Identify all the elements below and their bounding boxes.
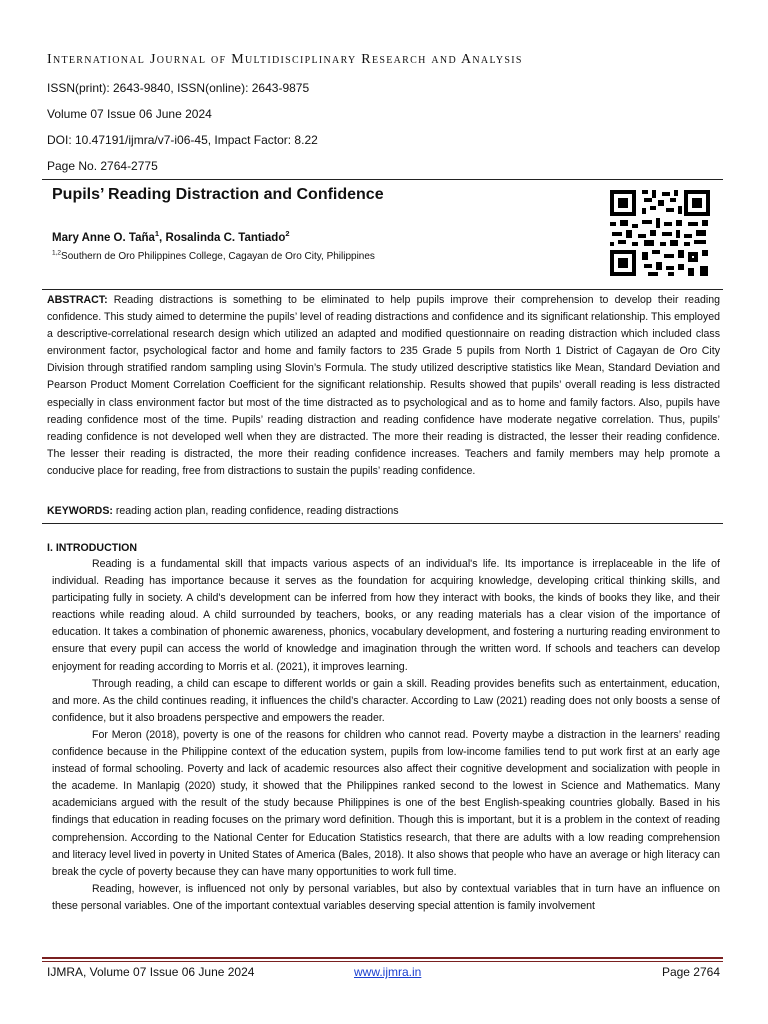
abstract-top-rule — [42, 289, 723, 290]
affiliation-sup: 1,2 — [52, 249, 62, 257]
page-range-line: Page No. 2764-2775 — [47, 159, 158, 173]
footer-rule-thick — [42, 957, 723, 959]
keywords-bottom-rule — [42, 523, 723, 524]
paper-title: Pupils’ Reading Distraction and Confidence — [52, 186, 384, 203]
qr-code-icon — [608, 188, 712, 278]
footer-journal-info: IJMRA, Volume 07 Issue 06 June 2024 — [47, 965, 255, 979]
author-separator: , — [159, 232, 166, 244]
footer-rule-thin — [42, 961, 723, 962]
volume-line: Volume 07 Issue 06 June 2024 — [47, 107, 212, 121]
affiliation-text: Southern de Oro Philippines College, Cagayan de Oro City, Philippines — [61, 251, 375, 262]
intro-paragraph-2: Through reading, a child can escape to different worlds or gain a skill. Reading provides benefits such as entertainment, education, and more. As the child continues reading, it influences the child’s character. According to Law (2021) reading does not only boosts a sense of confidence, but it also broadens perspective and empowers the reader. — [52, 677, 720, 724]
introduction-body — [52, 556, 720, 915]
keywords-label: KEYWORDS: — [47, 505, 113, 517]
abstract-text: Reading distractions is something to be eliminated to help pupils improve their comprehension to develop their reading confidence. This study aimed to determine the pupils’ level of reading distractions and confidence and its significant relationship. This employed a descriptive-correlational research design which utilized an adapted and modified questionnaire on reading distraction which included class environment factor, psychological factor and home and family factors to 235 Grade 5 pupils from North 1 District of Cagayan de Oro City Division through stratified random sampling using Slovin’s Formula. The study utilized descriptive statistics like Mean, Standard Deviation and Pearson Product Moment Correlation Coefficient for the significant relationship. Results showed that pupils’ overall reading is less distracted especially in class environment factor but most of the time distracted as to psychological and as to home and family factors. Also, pupils have reading confidence most of the time. Pupils’ reading distraction and reading confidence have moderate negative correlation. Thus, pupils’ reading confidence is not developed well when they are distracted. The more their reading is distracted, the lesser their reading confidence. The lesser their reading is distracted, the more their reading confidence increases. Teachers and family members may help promote a conducive place for reading, free from distractions to sustain the pupils’ reading confidence. — [47, 294, 720, 477]
intro-paragraph-3: For Meron (2018), poverty is one of the reasons for children who cannot read. Poverty maybe a distraction in the learners’ reading confidence because in the Philippine context of the education system, pupils from low-income families tend to put work first at an early age instead of formal schooling. Poverty and lack of academic resources also affect their cognitive development and socialization with people in the academe. In Manlapig (2020) study, it showed that the Philippines ranked second to the lowest in Science and Mathematics. Many academicians argued with the result of the study because Philippines is one of the best English-speaking countries globally. Based in his findings that education in reading focuses on the primary word definition. Though this is important, but it is a problem in the context of reading comprehension. According to the National Center for Education Statistics research, that there are adults with a low reading comprehension and literacy level lived in poverty in United States of America (Bales, 2018). It also shows that people who have an average or high literacy can break the cycle of poverty because they can have many opportunities to work full time. — [52, 728, 720, 878]
authors — [52, 229, 290, 244]
intro-paragraph-1: Reading is a fundamental skill that impacts various aspects of an individual's life. Its importance is irreplaceable in the life of individual. Reading has importance because it serves as the foundation for acquiring knowledge, developing critical thinking skills, and participating fully in society. A child's development can be inferred from how they interact with books, the kinds of books they like, and their reactions while reading aloud. A child surrounded by teachers, books, or any reading materials has a clear vision of the importance of education. It takes a combination of phonemic awareness, phonics, vocabulary development, and fostering a nurturing reading environment to ensure that every pupil can access the world of knowledge and imagination through the written word. If schools and teachers can develop enjoyment for reading according to Morris et al. (2021), it improves learning. — [52, 558, 720, 673]
doi-line: DOI: 10.47191/ijmra/v7-i06-45, Impact Factor: 8.22 — [47, 133, 318, 147]
footer-website-link[interactable]: www.ijmra.in — [354, 965, 422, 979]
journal-title: International Journal of Multidisciplinary Research and Analysis — [47, 52, 523, 67]
abstract-label: ABSTRACT: — [47, 294, 108, 306]
issn-line: ISSN(print): 2643-9840, ISSN(online): 2643-9875 — [47, 81, 310, 95]
affiliation — [52, 251, 375, 262]
intro-paragraph-4: Reading, however, is influenced not only by personal variables, but also by contextual variables that in turn have an influence on these personal variables. One of the important contextual variables deserving special attention is family involvement — [52, 882, 720, 912]
author-2: Rosalinda C. Tantiado — [165, 232, 286, 244]
author-1-sup: 1 — [154, 229, 160, 239]
abstract — [47, 292, 720, 480]
header-rule — [42, 179, 723, 180]
author-1: Mary Anne O. Taña — [52, 232, 155, 244]
footer-page-number: Page 2764 — [661, 965, 720, 979]
keywords — [47, 505, 399, 517]
section-heading-introduction: I. INTRODUCTION — [47, 542, 138, 554]
keywords-text: reading action plan, reading confidence, reading distractions — [115, 505, 399, 517]
author-2-sup: 2 — [285, 229, 290, 239]
